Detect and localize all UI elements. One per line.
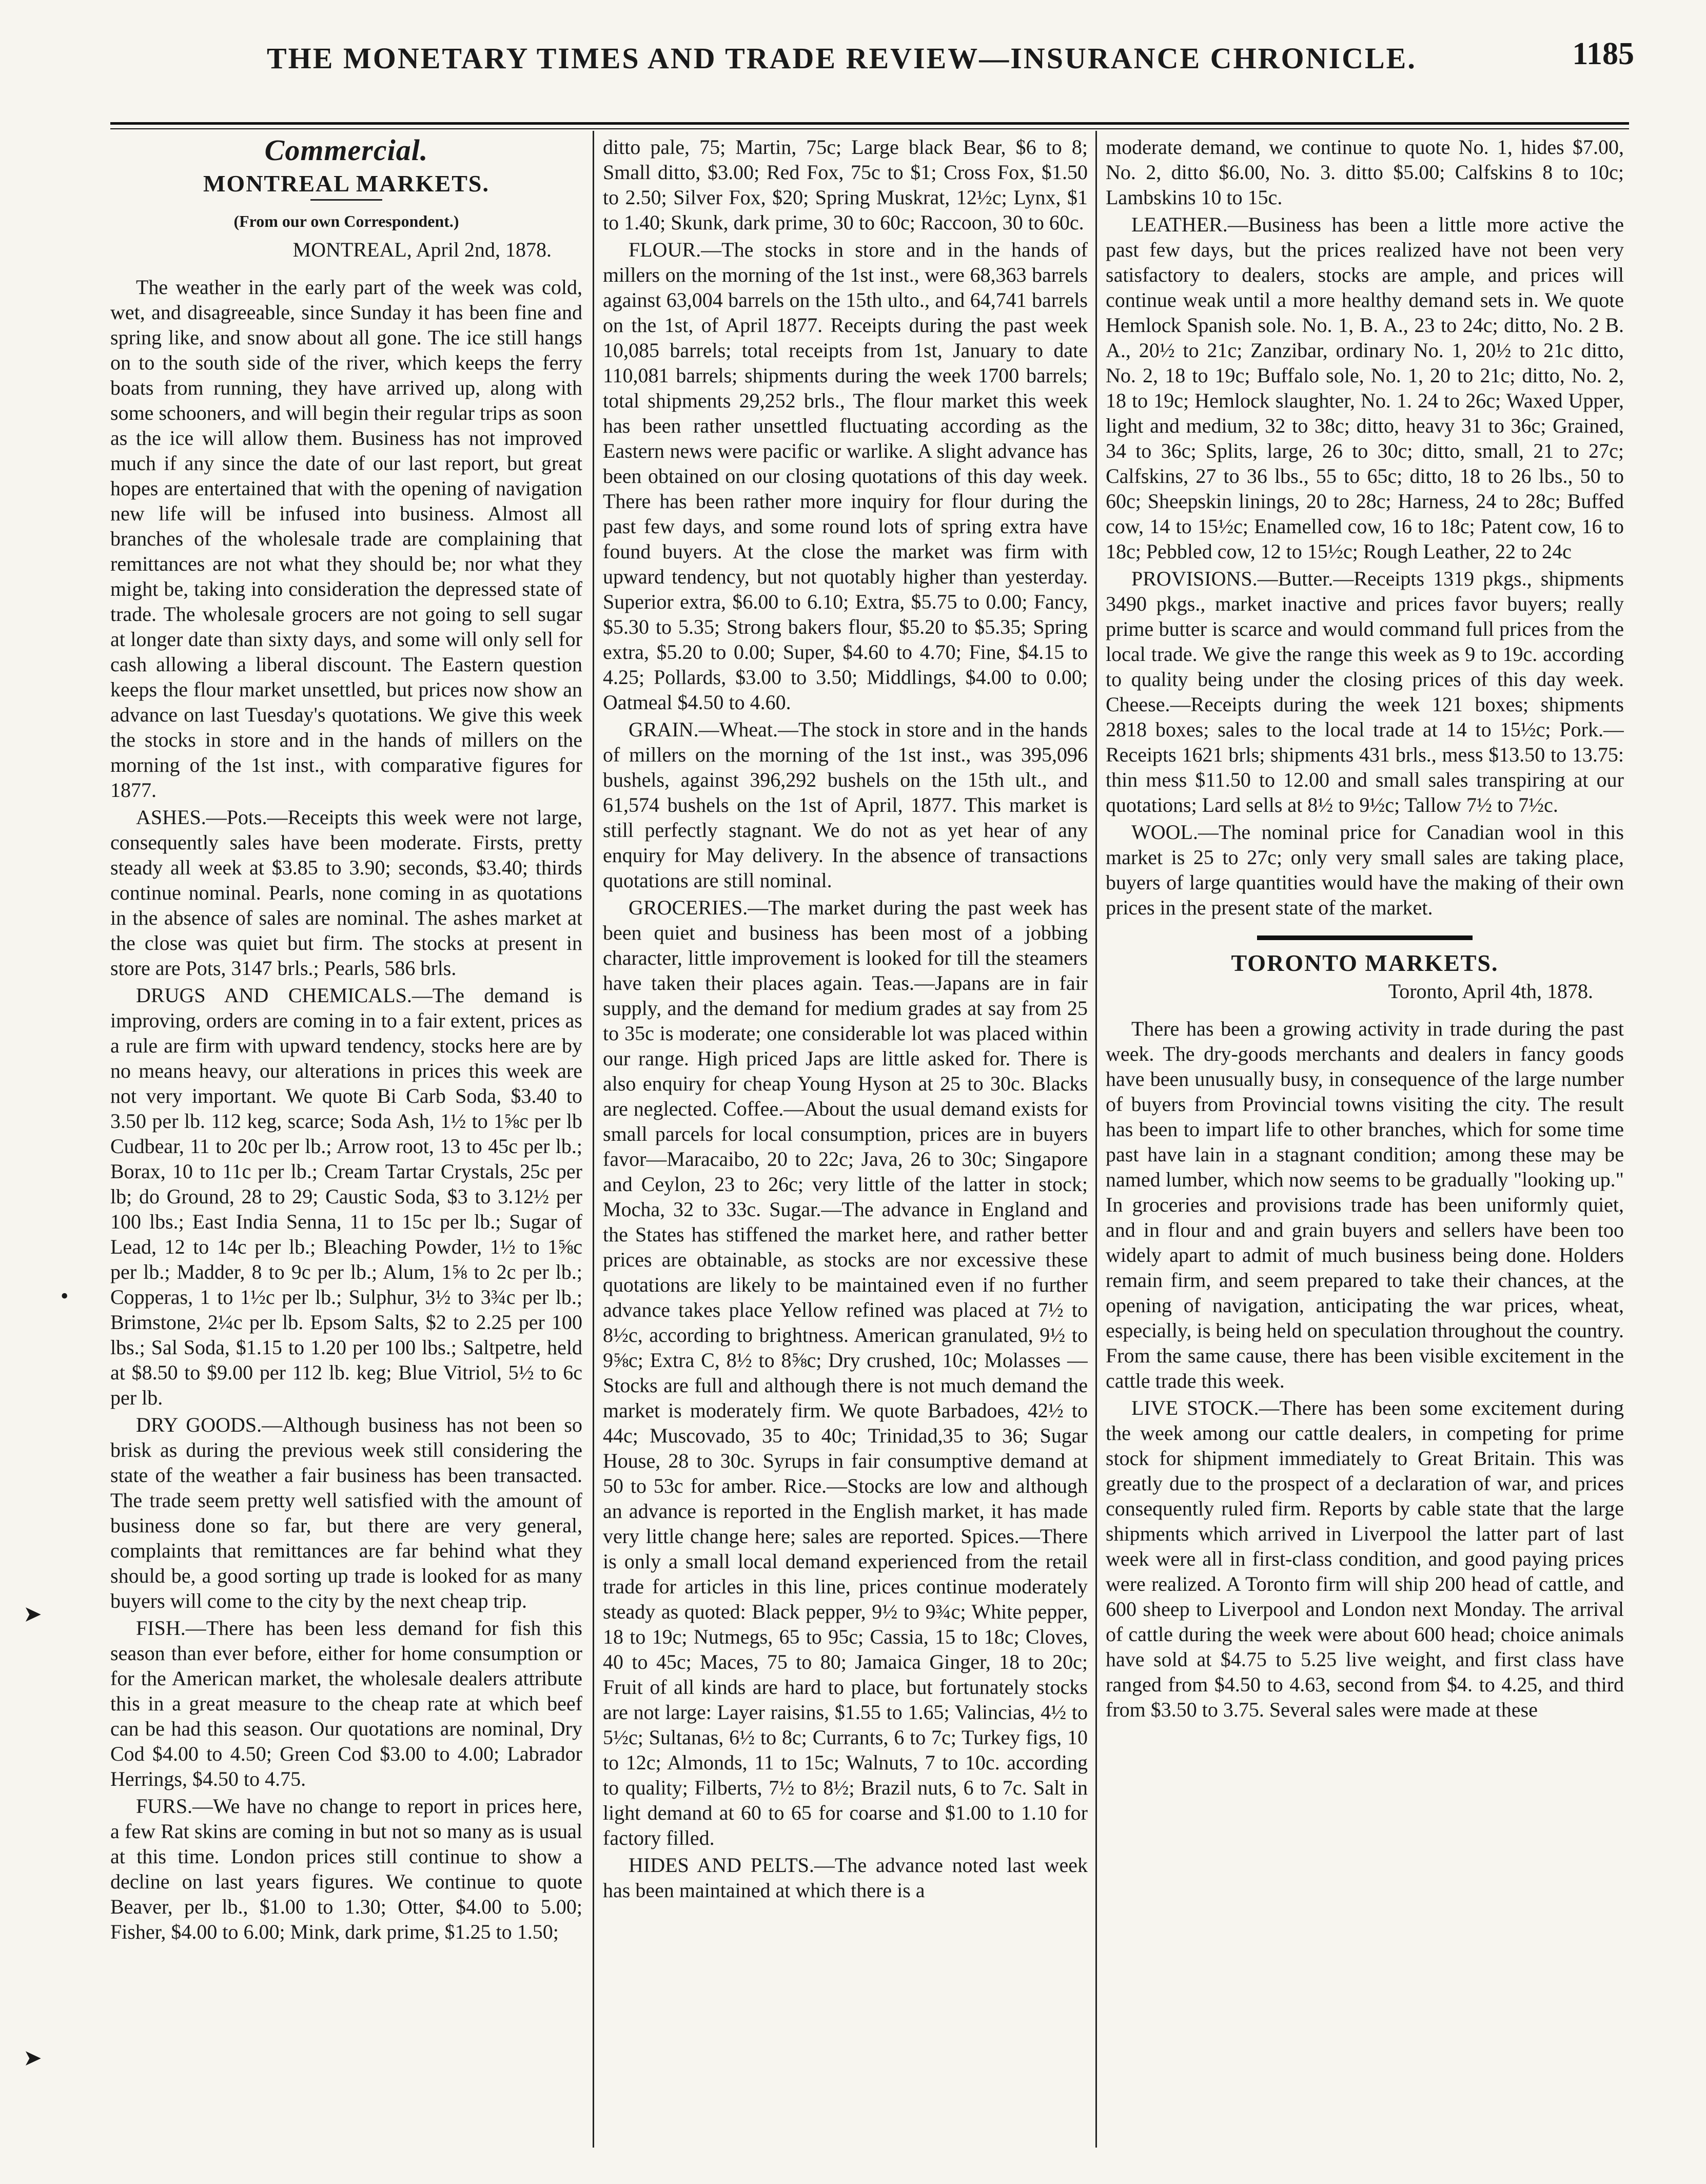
toronto-heading: TORONTO MARKETS.	[1231, 950, 1499, 976]
header-rule-thin	[110, 128, 1629, 129]
article-paragraph: DRUGS AND CHEMICALS.—The demand is improving, orders are coming in to a fair extent, prices as a rule are firm with upward tendency, stocks here are by no means heavy, our alterations in prices this week are not very important. We quote Bi Carb Soda, $3.40 to 3.50 per lb. 112 keg, scarce; Soda Ash, 1½ to 1⅝c per lb Cudbear, 11 to 20c per lb.; Arrow root, 13 to 45c per lb.; Borax, 10 to 11c per lb.; Cream Tartar Crystals, 25c per lb; do Ground, 28 to 29; Caustic Soda, $3 to 3.12½ per 100 lbs.; East India Senna, 11 to 15c per lb.; Sugar of Lead, 12 to 14c per lb.; Bleaching Powder, 1½ to 1⅝c per lb.; Madder, 8 to 9c per lb.; Alum, 1⅝ to 2c per lb.; Copperas, 1 to 1½c per lb.; Sulphur, 3½ to 3¾c per lb.; Brimstone, 2¼c per lb. Epsom Salts, $2 to 2.25 per 100 lbs.; Sal Soda, $1.15 to 1.20 per 100 lbs.; Saltpetre, held at $8.50 to $9.00 per 112 lb. keg; Blue Vitriol, 5½ to 6c per lb.	[110, 984, 582, 1409]
article-paragraph: LEATHER.—Business has been a little more active the past few days, but the prices realized have not been very satisfactory to dealers, stocks are ample, and prices will continue weak until a more healthy demand sets in. We quote Hemlock Spanish sole. No. 1, B. A., 23 to 24c; ditto, No. 2 B. A., 20½ to 21c; Zanzibar, ordinary No. 1, 20½ to 21c ditto, No. 2, 18 to 19c; Buffalo sole, No. 1, 20 to 21c; ditto, No. 2, 18 to 19c; Hemlock slaughter, No. 1. 24 to 26c; Waxed Upper, light and medium, 32 to 38c; ditto, heavy 31 to 36c; Grained, 34 to 36c; Splits, large, 26 to 30c; ditto, small, 21 to 27c; Calfskins, 27 to 36 lbs., 55 to 65c; ditto, 18 to 26 lbs., 50 to 60c; Sheepskin linings, 20 to 28c; Harness, 24 to 28c; Buffed cow, 14 to 15½c; Enamelled cow, 16 to 18c; Patent cow, 16 to 18c; Pebbled cow, 12 to 15½c; Rough Leather, 22 to 24c	[1106, 213, 1624, 563]
heading-rule	[310, 199, 382, 201]
article-paragraph: ditto pale, 75; Martin, 75c; Large black Bear, $6 to 8; Small ditto, $3.00; Red Fox, 75c to $1; Cross Fox, $1.50 to 2.50; Silver Fox, $20; Spring Muskrat, 12½c; Lynx, $1 to 1.40; Skunk, dark prime, 30 to 60c; Raccoon, 30 to 60c.	[603, 135, 1088, 234]
article-paragraph: DRY GOODS.—Although business has not been so brisk as during the previous week still considering the state of the weather a fair business has been transacted. The trade seem pretty well satisfied with the amount of business done so far, but there are very general, complaints that remittances are far behind what they should be, a good sorting up trade is looked for as many buyers will come to the city by the next cheap trip.	[110, 1413, 582, 1612]
article-paragraph: FLOUR.—The stocks in store and in the hands of millers on the morning of the 1st inst., were 68,363 barrels against 63,004 barrels on the 15th ulto., and 64,741 barrels on the 1st, of April 1877. Receipts during the past week 10,085 barrels; total receipts from 1st, January to date 110,081 barrels; shipments during the week 1700 barrels; total shipments 29,252 brls., The flour market this week has been rather unsettled fluctuating according as the Eastern news were pacific or warlike. A slight advance has been obtained on our closing quotations of this day week. There has been rather more inquiry for flour during the past few days, and some round lots of spring extra have found buyers. At the close the market was firm with upward tendency, but not quotably higher than yesterday. Superior extra, $6.00 to 6.10; Extra, $5.75 to 0.00; Fancy, $5.30 to 5.35; Strong bakers flour, $5.20 to $5.35; Spring extra, $5.20 to 0.00; Super, $4.60 to 4.70; Fine, $4.15 to 4.25; Pollards, $3.00 to 3.50; Middlings, $4.00 to 0.00; Oatmeal $4.50 to 4.60.	[603, 238, 1088, 714]
article-paragraph: GROCERIES.—The market during the past week has been quiet and business has been most of a jobbing character, little improvement is looked for till the steamers have taken their places again. Teas.—Japans are in fair supply, and the demand for medium grades at say from 25 to 35c is moderate; one considerable lot was placed within our range. High priced Japs are little asked for. There is also enquiry for cheap Young Hyson at 25 to 30c. Blacks are neglected. Coffee.—About the usual demand exists for small parcels for local consumption, prices are in buyers favor—Maracaibo, 20 to 22c; Java, 26 to 30c; Singapore and Ceylon, 23 to 26c; very little of the latter in stock; Mocha, 32 to 33c. Sugar.—The advance in England and the States has stiffened the market here, and rather better prices are obtainable, as stocks are nor excessive these quotations are likely to be maintained even if no further advance takes place Yellow refined was placed at 7½ to 8½c, according to brightness. American granulated, 9½ to 9⅝c; Extra C, 8½ to 8⅝c; Dry crushed, 10c; Molasses —Stocks are full and although there is not much demand the market is moderately firm. We quote Barbadoes, 42½ to 44c; Muscovado, 35 to 40c; Trinidad,35 to 36; Sugar House, 28 to 30c. Syrups in fair consumptive demand at 50 to 53c for amber. Rice.—Stocks are low and although an advance is reported in the English market, it has made very little change here; sales are reported. Spices.—There is only a small local demand experienced from the retail trade for articles in this line, prices continue moderately steady as quoted: Black pepper, 9½ to 9¾c; White pepper, 18 to 19c; Nutmegs, 65 to 95c; Cassia, 15 to 18c; Cloves, 40 to 45c; Maces, 75 to 80; Jamaica Ginger, 18 to 20c; Fruit of all kinds are hard to place, but fortunately stocks are not large: Layer raisins, $1.55 to 1.65; Valincias, 4½ to 5½c; Sultanas, 6½ to 8c; Currants, 6 to 7c; Turkey figs, 10 to 12c; Almonds, 11 to 15c; Walnuts, 7 to 10c. according to quality; Filberts, 7½ to 8½; Brazil nuts, 6 to 7c. Salt in light demand at 60 to 65 for coarse and $1.00 to 1.10 for factory filled.	[603, 896, 1088, 1849]
byline: (From our own Correspondent.)	[233, 212, 459, 230]
article-paragraph: GRAIN.—Wheat.—The stock in store and in the hands of millers on the morning of the 1st inst., was 395,096 bushels, against 396,292 bushels on the 15th ult., and 61,574 bushels on the 1st of April, 1877. This market is still perfectly stagnant. We do not as yet hear of any enquiry for May delivery. In the absence of transactions quotations are still nominal.	[603, 718, 1088, 892]
column-middle	[603, 134, 1088, 2146]
section-title: Commercial.	[264, 134, 428, 167]
section-separator	[1257, 935, 1473, 940]
article-paragraph: FURS.—We have no change to report in prices here, a few Rat skins are coming in but not so many as is usual at this time. London prices still continue to show a decline on last years figures. We continue to quote Beaver, per lb., $1.00 to 1.30; Otter, $4.00 to 5.00; Fisher, $4.00 to 6.00; Mink, dark prime, $1.25 to 1.50;	[110, 1795, 582, 1943]
column-divider-2	[1095, 131, 1097, 2148]
toronto-dateline: Toronto, April 4th, 1878.	[1388, 980, 1593, 1003]
montreal-dateline: MONTREAL, April 2nd, 1878.	[292, 238, 552, 261]
header-rule	[110, 122, 1629, 125]
margin-mark-arrow-2: ➤	[23, 2045, 42, 2071]
article-paragraph: PROVISIONS.—Butter.—Receipts 1319 pkgs., shipments 3490 pkgs., market inactive and prices favor buyers; really prime butter is scarce and would command full prices from the local trade. We give the range this week as 9 to 19c. according to quality being under the closing prices of this day week. Cheese.—Receipts during the week 121 boxes; shipments 2818 boxes; sales to the local trade at 14 to 15½c; Pork.—Receipts 1621 brls; shipments 431 brls., mess $13.50 to 13.75: thin mess $11.50 to 12.00 and small sales transpiring at our quotations; Lard sells at 8½ to 9½c; Tallow 7½ to 7½c.	[1106, 567, 1624, 816]
article-paragraph: The weather in the early part of the week was cold, wet, and disagreeable, since Sunday it has been fine and spring like, and snow about all gone. The ice still hangs on to the south side of the river, which keeps the ferry boats from running, they have arrived up, along with some schooners, and will begin their regular trips as soon as the ice will allow them. Business has not improved much if any since the date of our last report, but great hopes are entertained that with the opening of navigation new life will be infused into business. Almost all branches of the wholesale trade are complaining that remittances are not what they should be; nor what they might be, taking into consideration the depressed state of trade. The wholesale grocers are not going to sell sugar at longer date than sixty days, and some will only sell for cash allowing a liberal discount. The Eastern question keeps the flour market unsettled, but prices now show an advance on last Tuesday's quotations. We give this week the stocks in store and in the hands of millers on the morning of the 1st inst., with comparative figures for 1877.	[110, 276, 582, 802]
running-title: THE MONETARY TIMES AND TRADE REVIEW—INSURANCE CHRONICLE.	[267, 42, 1417, 75]
column-left	[110, 134, 582, 2146]
margin-mark-arrow-1: ➤	[23, 1602, 42, 1627]
article-paragraph: WOOL.—The nominal price for Canadian wool in this market is 25 to 27c; only very small sales are taking place, buyers of large quantities would have the making of their own prices in the present state of the market.	[1106, 821, 1624, 919]
column-divider-1	[593, 131, 594, 2148]
page-header	[82, 36, 1644, 92]
column-right	[1106, 134, 1624, 2146]
montreal-heading: MONTREAL MARKETS.	[203, 170, 489, 197]
margin-mark-dot: •	[61, 1283, 69, 1309]
article-paragraph: FISH.—There has been less demand for fish this season than ever before, either for home consumption or for the American market, the wholesale dealers attribute this in a great measure to the cheap rate at which beef can be had this season. Our quotations are nominal, Dry Cod $4.00 to 4.50; Green Cod $3.00 to 4.00; Labrador Herrings, $4.50 to 4.75.	[110, 1616, 582, 1790]
article-paragraph: moderate demand, we continue to quote No. 1, hides $7.00, No. 2, ditto $6.00, No. 3. ditto $5.00; Calfskins 8 to 10c; Lambskins 10 to 15c.	[1106, 135, 1624, 209]
article-paragraph: There has been a growing activity in trade during the past week. The dry-goods merchants and dealers in fancy goods have been unusually busy, in consequence of the large number of buyers from Provincial towns visiting the city. The result has been to impart life to other branches, which for some time past have lain in a stagnant condition; among these may be named lumber, which now seems to be gradually "looking up." In groceries and provisions trade has been uniformly quiet, and in flour and and grain buyers and sellers have been too widely apart to admit of much business being done. Holders remain firm, and seem prepared to take their chances, at the opening of navigation, anticipating the war prices, wheat, especially, is being held on speculation throughout the country. From the same cause, there has been visible excitement in the cattle trade this week.	[1106, 1017, 1624, 1392]
article-paragraph: HIDES AND PELTS.—The advance noted last week has been maintained at which there is a	[603, 1854, 1088, 1902]
article-paragraph: ASHES.—Pots.—Receipts this week were not large, consequently sales have been moderate. Firsts, pretty steady all week at $3.85 to 3.90; seconds, $3.40; thirds continue nominal. Pearls, none coming in as quotations in the absence of sales are nominal. The ashes market at the close was quiet but firm. The stocks at present in store are Pots, 3147 brls.; Pearls, 586 brls.	[110, 806, 582, 980]
page-number: 1185	[1572, 36, 1634, 71]
article-paragraph: LIVE STOCK.—There has been some excitement during the week among our cattle dealers, in competing for prime stock for shipment immediately to Great Britain. This was greatly due to the prospect of a declaration of war, and prices consequently ruled firm. Reports by cable state that the large shipments which arrived in Liverpool the latter part of last week were all in first-class condition, and good paying prices were realized. A Toronto firm will ship 200 head of cattle, and 600 sheep to Liverpool and London next Monday. The arrival of cattle during the week were about 600 head; choice animals have sold at $4.75 to 5.25 live weight, and first class have ranged from $4.50 to 4.63, second from $4. to 4.25, and third from $3.50 to 3.75. Several sales were made at these	[1106, 1396, 1624, 1721]
